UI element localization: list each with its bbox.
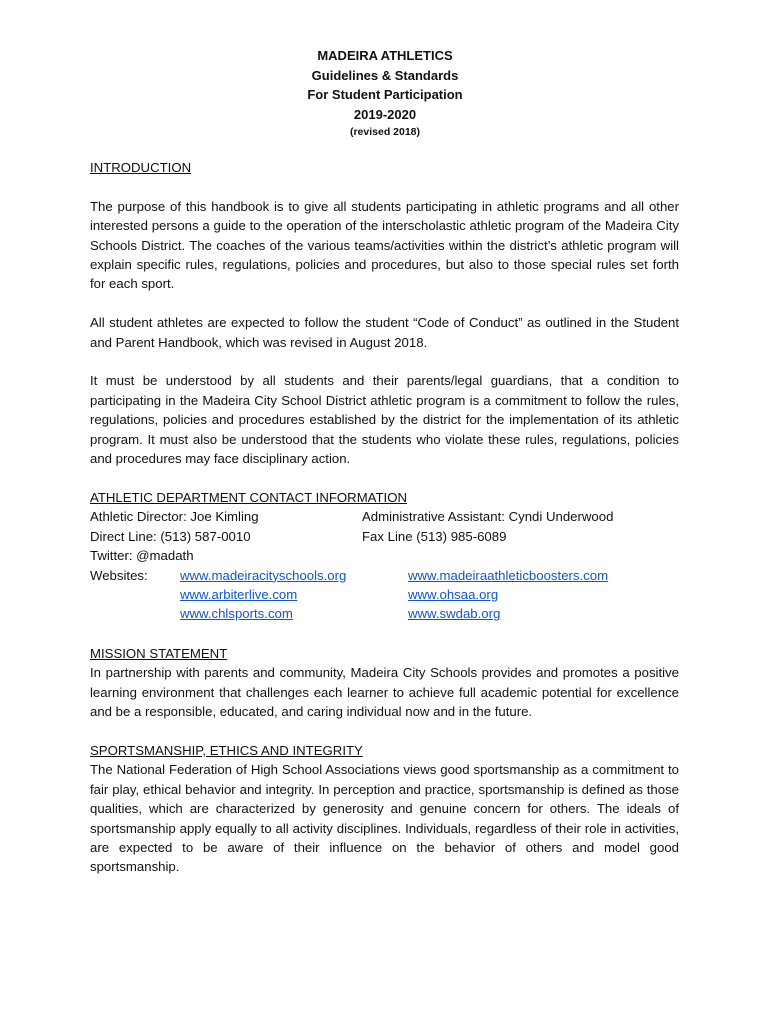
introduction-paragraph-2: All student athletes are expected to follow the student “Code of Conduct” as outlined in the Student and Parent Handbook, which was revised in August 2018. [90, 315, 679, 350]
athletic-director: Athletic Director: Joe Kimling [90, 509, 259, 525]
direct-line: Direct Line: (513) 587-0010 [90, 528, 251, 544]
contact-row-twitter [90, 546, 679, 565]
contact-heading: ATHLETIC DEPARTMENT CONTACT INFORMATION [90, 490, 407, 505]
link-swdab[interactable]: www.swdab.org [408, 606, 501, 622]
sportsmanship-section [90, 741, 679, 877]
mission-text: In partnership with parents and community, Madeira City Schools provides and promotes a positive learning environment that challenges each learner to achieve full academic potential for excellence and be a responsible, educated, and caring individual now and in the future. [90, 665, 679, 720]
contact-row-websites-3 [90, 604, 679, 623]
introduction-paragraph-3: It must be understood by all students and their parents/legal guardians, that a condition to participating in the Madeira City School District athletic program is a commitment to follow the rules, regulations, policies and procedures established by the district for the implementation of its athletic program. It must also be understood that the students who violate these rules, regulations, policies and procedures may face disciplinary action. [90, 373, 679, 467]
link-chlsports[interactable]: www.chlsports.com [180, 606, 293, 622]
introduction-section [90, 158, 679, 468]
link-ohsaa[interactable]: www.ohsaa.org [408, 586, 499, 602]
contact-row-websites-1 [90, 566, 679, 585]
document-year: 2019-2020 [353, 106, 417, 122]
contact-row-websites-2 [90, 585, 679, 604]
sportsmanship-text: The National Federation of High School Associations views good sportsmanship as a commitment to fair play, ethical behavior and integrity. In perception and practice, sportsmanship is defined as those qualities, which are characterized by generosity and genuine concern for others. The ideals of sportsmanship apply equally to all activity disciplines. Individuals, regardless of their role in activities, are expected to be aware of their influence on the behavior of others and model good sportsmanship. [90, 762, 679, 875]
document-subtitle-2: For Student Participation [307, 87, 463, 102]
contact-section [90, 488, 679, 624]
document-title: MADEIRA ATHLETICS [317, 48, 453, 63]
contact-row-director [90, 507, 679, 526]
document-header [0, 46, 770, 140]
twitter-handle: Twitter: @madath [90, 548, 194, 564]
link-madeiracityschools[interactable]: www.madeiracityschools.org [180, 567, 347, 583]
sportsmanship-heading: SPORTSMANSHIP, ETHICS AND INTEGRITY [90, 743, 363, 758]
link-arbiterlive[interactable]: www.arbiterlive.com [180, 586, 298, 602]
document-subtitle: Guidelines & Standards [311, 67, 459, 83]
document-revised: (revised 2018) [349, 126, 421, 138]
websites-label: Websites: [90, 567, 148, 583]
link-madeiraathleticboosters[interactable]: www.madeiraathleticboosters.com [408, 567, 609, 583]
administrative-assistant: Administrative Assistant: Cyndi Underwood [362, 509, 614, 525]
introduction-heading: INTRODUCTION [90, 160, 192, 175]
contact-row-phone [90, 527, 679, 546]
introduction-paragraph-1: The purpose of this handbook is to give all students participating in athletic programs and all other interested persons a guide to the operation of the interscholastic athletic program of the Madeira City Schools District. The coaches of the various teams/activities within the district’s athletic program will explain specific rules, regulations, policies and procedures, but also to those special rules set forth for each sport. [90, 198, 679, 292]
fax-line: Fax Line (513) 985-6089 [362, 528, 507, 544]
mission-section [90, 644, 679, 722]
mission-heading: MISSION STATEMENT [90, 646, 228, 661]
